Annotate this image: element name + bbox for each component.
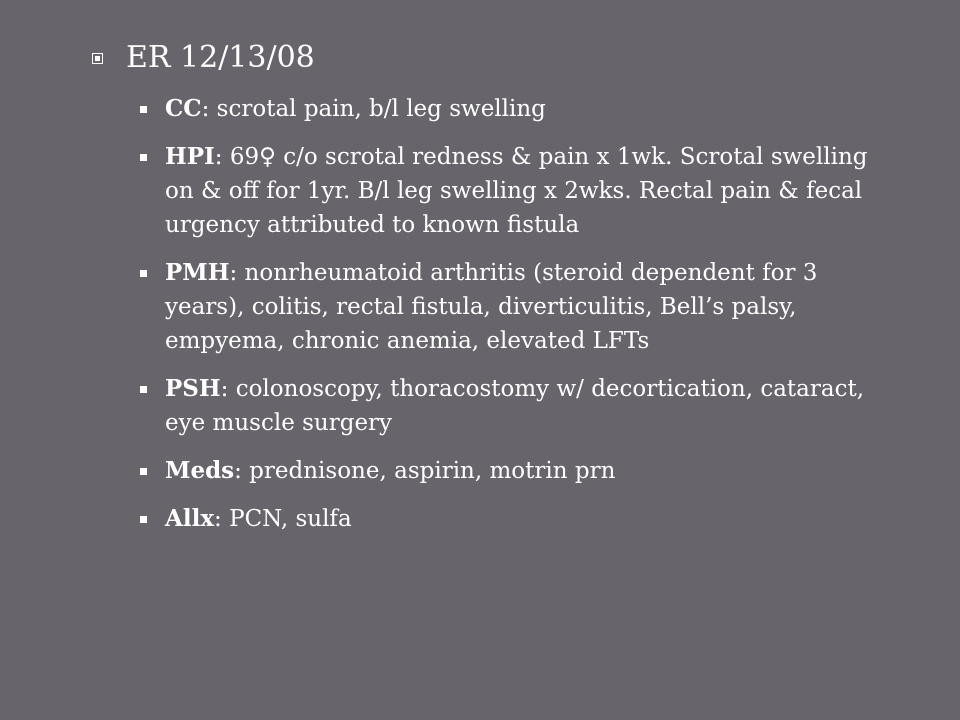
list-item-cc (140, 92, 880, 126)
item-content: : prednisone, aspirin, motrin prn (234, 458, 616, 484)
list-item-hpi (140, 140, 880, 242)
item-label: Meds (165, 457, 235, 484)
square-bullet-icon (92, 53, 103, 64)
bullet-icon (140, 386, 147, 393)
list-item-allx (140, 502, 880, 536)
title-row (92, 38, 315, 78)
bullet-icon (140, 270, 147, 277)
bullet-icon (140, 516, 147, 523)
item-label: PMH (165, 259, 230, 286)
bullet-icon (140, 154, 147, 161)
slide-title: ER 12/13/08 (126, 40, 315, 75)
item-label: PSH (165, 375, 221, 402)
item-label: Allx (165, 505, 215, 532)
item-label: HPI (165, 143, 215, 170)
bullet-list (140, 92, 880, 550)
bullet-icon (140, 106, 147, 113)
list-item-meds (140, 454, 880, 488)
item-text (165, 502, 880, 536)
item-content: : colonoscopy, thoracostomy w/ decortication, cataract, eye muscle surgery (165, 376, 865, 436)
list-item-psh (140, 372, 880, 440)
item-text (165, 372, 880, 440)
list-item-pmh (140, 256, 880, 358)
item-text (165, 140, 880, 242)
item-text (165, 454, 880, 488)
item-text (165, 92, 880, 126)
item-label: CC (165, 95, 202, 122)
item-content: : scrotal pain, b/l leg swelling (201, 96, 546, 122)
item-content: : 69♀ c/o scrotal redness & pain x 1wk. Scrotal swelling on & off for 1yr. B/l leg swelling x 2wks. Rectal pain & fecal urgency attributed to known fistula (165, 144, 868, 238)
bullet-icon (140, 468, 147, 475)
item-content: : PCN, sulfa (214, 506, 352, 532)
item-text (165, 256, 880, 358)
item-content: : nonrheumatoid arthritis (steroid dependent for 3 years), colitis, rectal fistula, diverticulitis, Bell’s palsy, empyema, chronic anemia, elevated LFTs (165, 260, 818, 354)
